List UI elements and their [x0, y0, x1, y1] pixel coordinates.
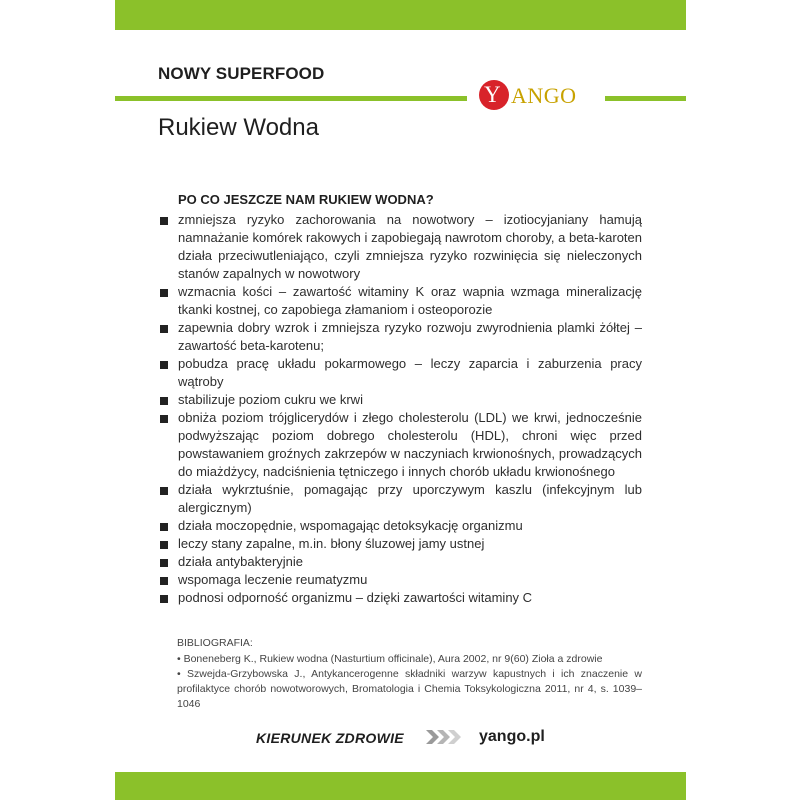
footer-slogan: KIERUNEK ZDROWIE: [256, 730, 404, 746]
list-item: [160, 535, 642, 553]
list-item: [160, 571, 642, 589]
bullet-square-icon: [160, 325, 168, 333]
kicker-heading: NOWY SUPERFOOD: [158, 64, 325, 83]
list-item-text: obniża poziom trójglicerydów i złego cholesterolu (LDL) we krwi, jednocześnie podwyższając poziom dobrego cholesterolu (HDL), chroni więc przed powstawaniem groźnych zakrzepów w naczyniach krwionośnych, prowadzących do miażdżycy, nadciśnienia tętniczego i innych chorób układu krwionośnego: [178, 410, 642, 479]
list-item: [160, 553, 642, 571]
list-item-text: pobudza pracę układu pokarmowego – leczy zaparcia i zaburzenia pracy wątroby: [178, 356, 642, 389]
list-item: [160, 211, 642, 283]
double-chevron-arrows-icon: [426, 728, 462, 746]
top-green-bar: [115, 0, 686, 30]
list-item-text: działa moczopędnie, wspomagając detoksykację organizmu: [178, 518, 523, 533]
list-item: [160, 409, 642, 481]
list-item-text: działa antybakteryjnie: [178, 554, 304, 569]
bullet-square-icon: [160, 541, 168, 549]
list-item: [160, 283, 642, 319]
bullet-square-icon: [160, 595, 168, 603]
green-rule-right: [605, 96, 686, 101]
list-item-text: zapewnia dobry wzrok i zmniejsza ryzyko rozwoju zwyrodnienia plamki żółtej – zawartość beta-karotenu;: [178, 320, 642, 353]
bullet-square-icon: [160, 415, 168, 423]
logo-first-letter: Y: [484, 82, 501, 107]
list-item-text: wzmacnia kości – zawartość witaminy K oraz wapnia wzmaga mineralizację tkanki kostnej, co zapobiega złamaniom i osteoporozie: [178, 284, 642, 317]
list-item: [160, 589, 642, 607]
bullet-square-icon: [160, 361, 168, 369]
bullet-square-icon: [160, 577, 168, 585]
footer-website: yango.pl: [479, 728, 545, 745]
list-item: [160, 319, 642, 355]
yango-logo: [479, 78, 604, 112]
list-item-text: wspomaga leczenie reumatyzmu: [178, 572, 368, 587]
list-item-text: stabilizuje poziom cukru we krwi: [178, 392, 363, 407]
list-item: [160, 517, 642, 535]
page-title: Rukiew Wodna: [158, 114, 319, 141]
bibliography-heading: BIBLIOGRAFIA:: [177, 637, 253, 649]
list-item-text: podnosi odporność organizmu – dzięki zawartości witaminy C: [178, 590, 533, 605]
logo-wordmark: ANGO: [511, 83, 577, 108]
list-item: [160, 481, 642, 517]
list-item: [160, 355, 642, 391]
bullet-square-icon: [160, 487, 168, 495]
list-item-text: leczy stany zapalne, m.in. błony śluzowej jamy ustnej: [178, 536, 485, 551]
list-item: [160, 391, 642, 409]
bullet-square-icon: [160, 289, 168, 297]
bibliography: [177, 636, 642, 712]
bottom-green-bar: [115, 772, 686, 800]
section-heading: PO CO JESZCZE NAM RUKIEW WODNA?: [178, 192, 434, 207]
list-item-text: działa wykrztuśnie, pomagając przy uporczywym kaszlu (infekcyjnym lub alergicznym): [178, 482, 642, 515]
bullet-square-icon: [160, 397, 168, 405]
benefits-list: [160, 211, 642, 607]
bullet-square-icon: [160, 523, 168, 531]
benefits-section: [160, 192, 642, 607]
bibliography-entry: • Szwejda-Grzybowska J., Antykancerogenne składniki warzyw kapustnych i ich znaczenie w profilaktyce chorób nowotworowych, Bromatologia i Chemia Toksykologiczna 2011, nr 4, s. 1039–1046: [177, 668, 642, 710]
green-rule-left: [115, 96, 467, 101]
bullet-square-icon: [160, 217, 168, 225]
list-item-text: zmniejsza ryzyko zachorowania na nowotwory – izotiocyjaniany hamują namnażanie komórek rakowych i zapobiegają nawrotom choroby, a beta-karoten działa przeciwutleniająco, czyli zmniejsza ryzyko rozwinięcia się nieleczonych stanów zapalnych w nowotwory: [178, 212, 642, 281]
leaflet-page: [115, 0, 686, 800]
bullet-square-icon: [160, 559, 168, 567]
bibliography-entry: • Boneneberg K., Rukiew wodna (Nasturtium officinale), Aura 2002, nr 9(60) Zioła a zdrowie: [177, 653, 603, 665]
